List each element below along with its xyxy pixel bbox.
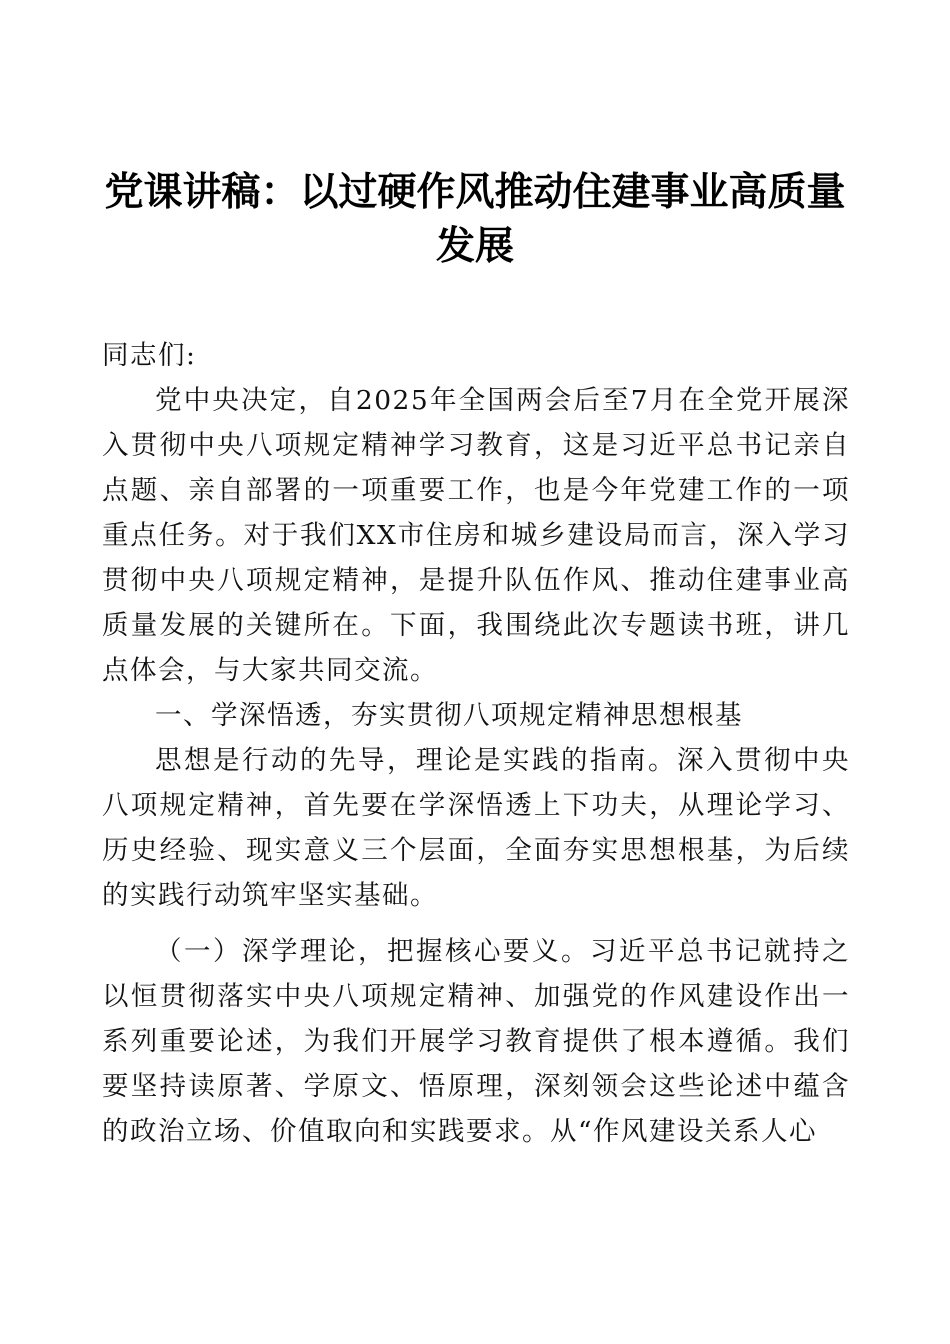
paragraph-intro: 党中央决定，自2025年全国两会后至7月在全党开展深入贯彻中央八项规定精神学习教育，这是习近平总书记亲自点题、亲自部署的一项重要工作，也是今年党建工作的一项重点任务。对于我们XX市住房和城乡建设局而言，深入学习贯彻中央八项规定精神，是提升队伍作风、推动住建事业高质量发展的关键所在。下面，我围绕此次专题读书班，讲几点体会，与大家共同交流。 xyxy=(102,385,850,686)
document-body xyxy=(102,333,850,1154)
section-heading-1: 一、学深悟透，夯实贯彻八项规定精神思想根基 xyxy=(155,700,743,731)
paragraph-subsection-1: （一）深学理论，把握核心要义。习近平总书记就持之以恒贯彻落实中央八项规定精神、加强党的作风建设作出一系列重要论述，为我们开展学习教育提供了根本遵循。我们要坚持读原著、学原文、悟原理，深刻领会这些论述中蕴含的政治立场、价值取向和实践要求。从“作风建设关系人心 xyxy=(102,936,850,1147)
paragraph-section-1: 思想是行动的先导，理论是实践的指南。深入贯彻中央八项规定精神，首先要在学深悟透上下功夫，从理论学习、历史经验、现实意义三个层面，全面夯实思想根基，为后续的实践行动筑牢坚实基础。 xyxy=(102,745,850,911)
document-title: 党课讲稿：以过硬作风推动住建事业高质量发展 xyxy=(104,169,846,269)
salutation: 同志们: xyxy=(102,340,197,371)
